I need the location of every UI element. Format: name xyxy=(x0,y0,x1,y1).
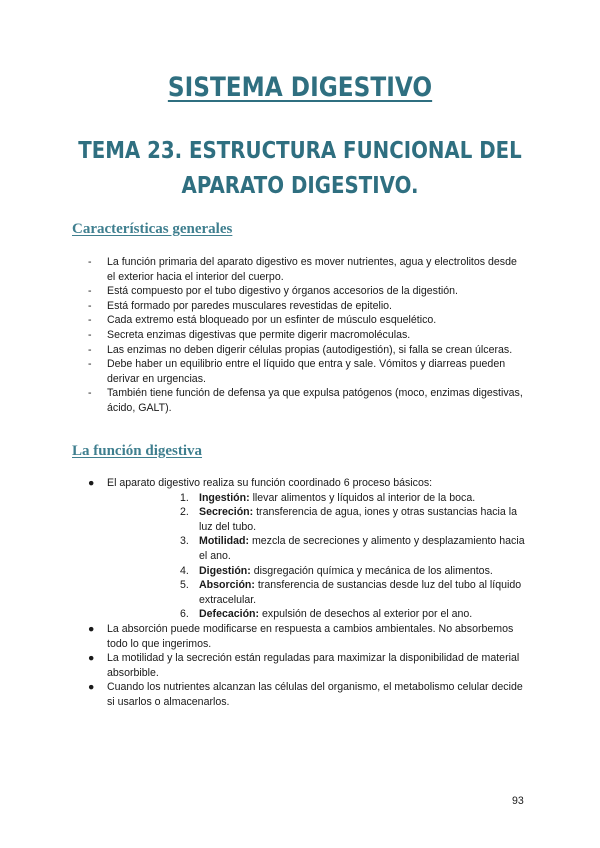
bullet-text: La absorción puede modificarse en respuesta a cambios ambientales. No absorbemos todo lo que ingerimos. xyxy=(107,622,514,650)
function-list xyxy=(88,476,528,710)
process-item xyxy=(180,534,525,563)
process-desc: transferencia de agua, iones y otras sustancias hacia la luz del tubo. xyxy=(199,506,517,533)
process-desc: llevar alimentos y líquidos al interior de la boca. xyxy=(249,491,476,504)
bullet-icon: ● xyxy=(88,477,95,489)
process-desc: expulsión de desechos al exterior por el ano. xyxy=(259,608,473,621)
page-number: 93 xyxy=(512,795,524,807)
process-item xyxy=(180,505,525,534)
process-term: Defecación: xyxy=(199,608,260,621)
process-item xyxy=(180,607,525,622)
list-item xyxy=(88,680,528,709)
list-item xyxy=(88,476,528,622)
process-term: Ingestión: xyxy=(199,491,250,504)
bullet-icon: ● xyxy=(88,622,95,635)
process-desc: disgregación química y mecánica de los alimentos. xyxy=(250,564,493,577)
bullet-text: Cuando los nutrientes alcanzan las células del organismo, el metabolismo celular decide si usarlos o almacenarlos. xyxy=(107,681,523,708)
list-item: - También tiene función de defensa ya que expulsa patógenos (moco, enzimas digestivas, ácido, GALT). xyxy=(88,386,528,415)
main-title: SISTEMA DIGESTIVO xyxy=(167,72,433,103)
process-term: Absorción: xyxy=(199,579,255,592)
section-heading-funcion-digestiva: La función digestiva xyxy=(72,443,203,459)
list-item: - Las enzimas no deben digerir células propias (autodigestión), si falla se crean úlceras. xyxy=(88,343,528,358)
process-number: 4. xyxy=(180,564,189,577)
bullet-icon: ● xyxy=(88,652,95,665)
process-term: Digestión: xyxy=(199,564,251,577)
bullet-icon: ● xyxy=(88,681,95,694)
process-desc: mezcla de secreciones y alimento y desplazamiento hacia el ano. xyxy=(199,535,525,562)
list-item: - Debe haber un equilibrio entre el líquido que entra y sale. Vómitos y diarreas pueden derivar en urgencias. xyxy=(88,357,528,386)
list-item: - Secreta enzimas digestivas que permite digerir macromoléculas. xyxy=(88,328,528,343)
section-heading-caracteristicas: Características generales xyxy=(72,221,233,237)
list-item: - Cada extremo está bloqueado por un esfinter de músculo esquelético. xyxy=(88,313,528,328)
list-item xyxy=(88,651,528,680)
process-number: 1. xyxy=(180,491,189,504)
process-list xyxy=(180,491,525,622)
process-term: Secreción: xyxy=(199,506,254,519)
process-term: Motilidad: xyxy=(199,535,250,548)
process-desc: transferencia de sustancias desde luz del tubo al líquido extracelular. xyxy=(199,579,522,606)
list-item: - Está compuesto por el tubo digestivo y órganos accesorios de la digestión. xyxy=(88,284,528,299)
list-item: - Está formado por paredes musculares revestidas de epitelio. xyxy=(88,299,528,314)
process-number: 2. xyxy=(180,506,189,519)
intro-text: El aparato digestivo realiza su función coordinado 6 proceso básicos: xyxy=(107,477,433,489)
process-item xyxy=(180,564,525,579)
bullet-text: La motilidad y la secreción están reguladas para maximizar la disponibilidad de material absorbible. xyxy=(107,652,520,679)
subtitle-text: TEMA 23. ESTRUCTURA FUNCIONAL DEL APARATO DIGESTIVO. xyxy=(78,138,522,199)
list-item: - La función primaria del aparato digestivo es mover nutrientes, agua y electrolitos desde el exterior hacia el interior del cuerpo. xyxy=(88,255,528,284)
process-number: 6. xyxy=(180,608,189,621)
list-item xyxy=(88,622,528,651)
process-number: 3. xyxy=(180,535,189,548)
characteristics-list xyxy=(88,255,528,416)
process-item xyxy=(180,491,525,506)
subtitle xyxy=(42,134,558,204)
process-number: 5. xyxy=(180,579,189,592)
process-item xyxy=(180,578,525,607)
